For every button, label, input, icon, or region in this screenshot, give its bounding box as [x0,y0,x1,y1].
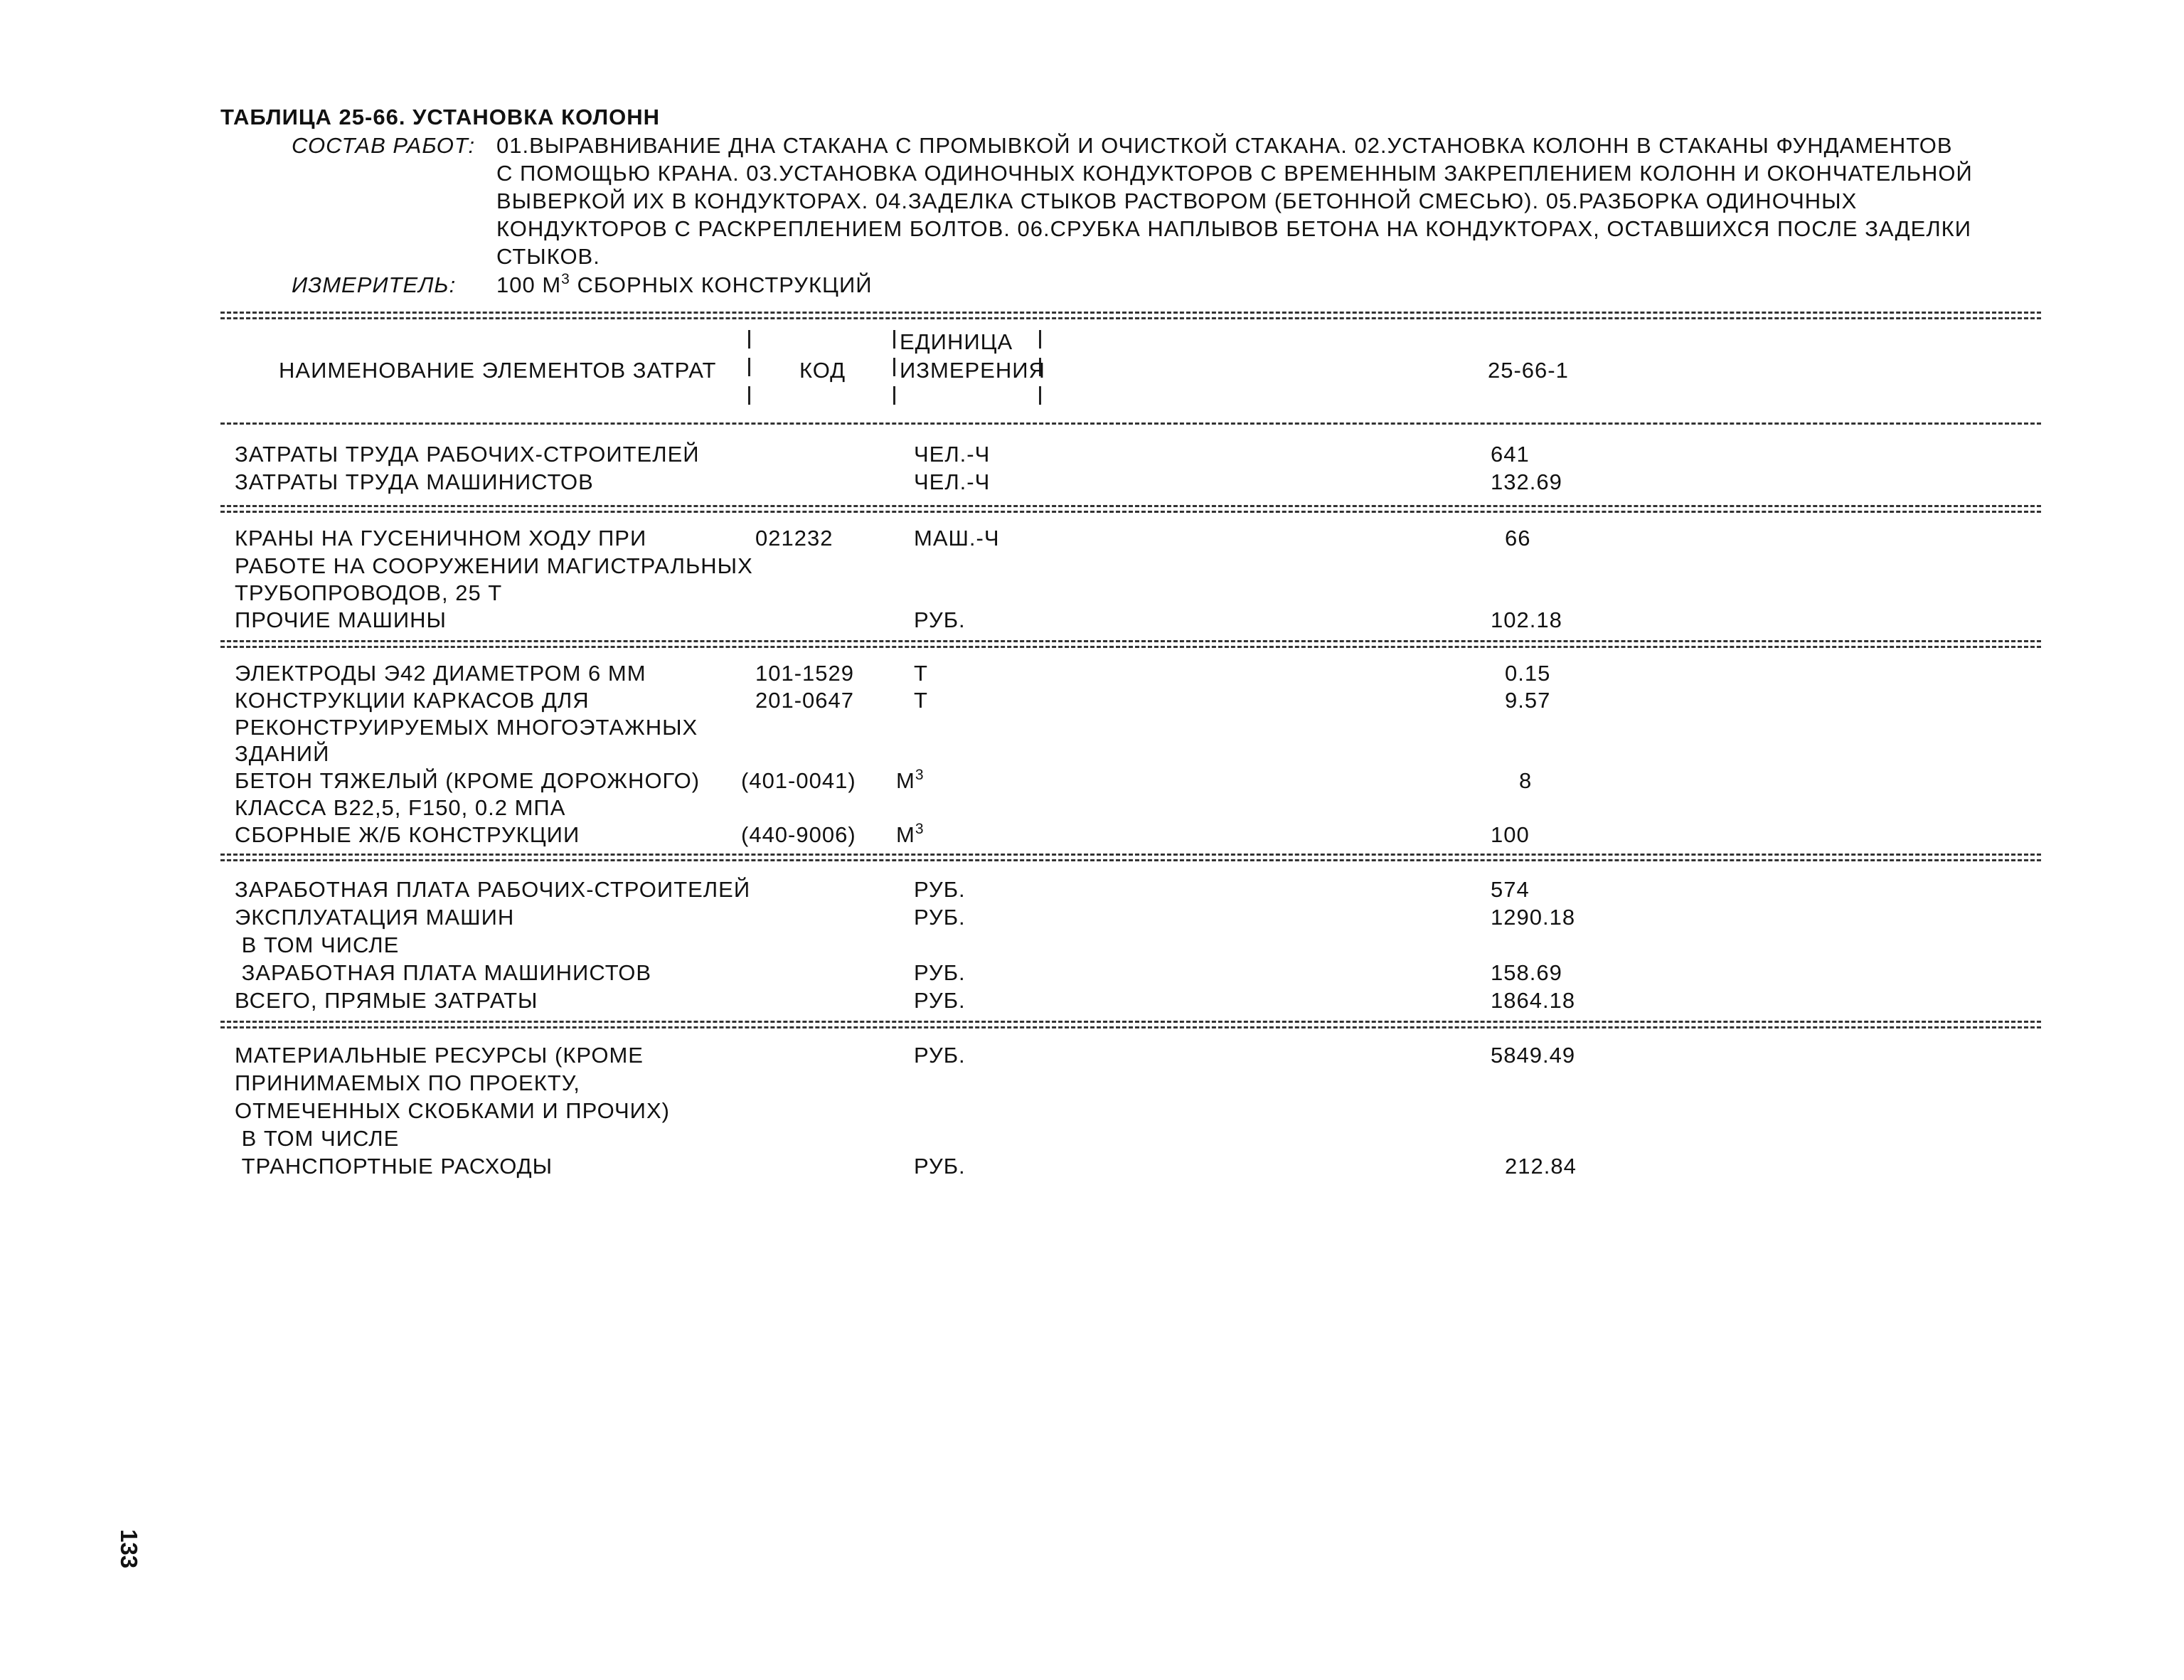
row-name: ЗАРАБОТНАЯ ПЛАТА МАШИНИСТОВ [235,960,652,985]
column-separator [748,386,750,405]
column-header-name: НАИМЕНОВАНИЕ ЭЛЕМЕНТОВ ЗАТРАТ [279,358,717,383]
row-unit: ЧЕЛ.-Ч [914,442,991,467]
row-code: 101-1529 [755,661,855,686]
row-value: 574 [1491,877,1530,902]
row-name: ЗАТРАТЫ ТРУДА РАБОЧИХ-СТРОИТЕЛЕЙ [235,442,700,467]
row-name: РЕКОНСТРУИРУЕМЫХ МНОГОЭТАЖНЫХ [235,715,698,740]
row-name: ПРИНИМАЕМЫХ ПО ПРОЕКТУ, [235,1070,580,1095]
divider-line [220,1026,2041,1028]
row-value: 66 [1505,526,1531,551]
column-separator [893,330,895,349]
row-name: БЕТОН ТЯЖЕЛЫЙ (КРОМЕ ДОРОЖНОГО) [235,768,701,793]
row-value: 5849.49 [1491,1043,1576,1068]
row-name: В ТОМ ЧИСЛЕ [235,1126,400,1151]
row-unit: Т [914,661,928,686]
divider-line [220,422,2041,425]
row-name: МАТЕРИАЛЬНЫЕ РЕСУРСЫ (КРОМЕ [235,1043,644,1068]
divider-line [220,312,2041,314]
column-separator [748,330,750,349]
row-name: ОТМЕЧЕННЫХ СКОБКАМИ И ПРОЧИХ) [235,1098,670,1123]
column-header-code: КОД [799,358,846,383]
row-name: ЗДАНИЙ [235,741,330,766]
row-unit: РУБ. [914,1154,966,1179]
row-value: 641 [1491,442,1530,467]
composition-label: СОСТАВ РАБОТ: [292,133,476,158]
composition-line: С ПОМОЩЬЮ КРАНА. 03.УСТАНОВКА ОДИНОЧНЫХ КОНДУКТОРОВ С ВРЕМЕННЫМ ЗАКРЕПЛЕНИЕМ КОЛОНН И ОКОНЧАТЕЛЬНОЙ [496,161,1973,186]
row-name: ЗАТРАТЫ ТРУДА МАШИНИСТОВ [235,469,594,494]
column-separator [893,386,895,405]
composition-line: СТЫКОВ. [496,244,600,269]
column-header-unit: ИЗМЕРЕНИЯ [900,358,1045,383]
row-name: ЗАРАБОТНАЯ ПЛАТА РАБОЧИХ-СТРОИТЕЛЕЙ [235,877,751,902]
divider-line [220,511,2041,513]
row-name: КОНСТРУКЦИИ КАРКАСОВ ДЛЯ [235,688,590,713]
column-header-value: 25-66-1 [1488,358,1569,383]
composition-line: 01.ВЫРАВНИВАНИЕ ДНА СТАКАНА С ПРОМЫВКОЙ И ОЧИСТКОЙ СТАКАНА. 02.УСТАНОВКА КОЛОНН В СТАКАНЫ ФУНДАМЕНТОВ [496,133,1953,158]
divider-line [220,646,2041,648]
column-separator [748,358,750,376]
divider-line [220,1021,2041,1023]
measure-value: 100 $М^3$ СБОРНЫХ КОНСТРУКЦИЙ [496,271,873,297]
row-unit: Т [914,688,928,713]
row-code: (401-0041) [741,768,856,793]
row-name: КЛАССА В22,5, F150, 0.2 МПА [235,795,566,820]
row-name: РАБОТЕ НА СООРУЖЕНИИ МАГИСТРАЛЬНЫХ [235,553,753,578]
column-separator [893,358,895,376]
page-number: 133 [116,1529,142,1569]
row-name: СБОРНЫЕ Ж/Б КОНСТРУКЦИИ [235,822,580,847]
row-value: 1864.18 [1491,988,1576,1013]
row-value: 100 [1491,822,1530,847]
row-name: ПРОЧИЕ МАШИНЫ [235,607,447,632]
composition-line: КОНДУКТОРОВ С РАСКРЕПЛЕНИЕМ БОЛТОВ. 06.СРУБКА НАПЛЫВОВ БЕТОНА НА КОНДУКТОРАХ, ОСТАВШИХСЯ ПОСЛЕ ЗАДЕЛКИ [496,216,1971,241]
row-name: ВСЕГО, ПРЯМЫЕ ЗАТРАТЫ [235,988,538,1013]
row-unit: РУБ. [914,607,966,632]
measure-label: ИЗМЕРИТЕЛЬ: [292,272,457,297]
row-value: 132.69 [1491,469,1562,494]
divider-line [220,640,2041,642]
row-unit: $М^3$ [896,767,925,793]
row-value: 158.69 [1491,960,1562,985]
column-separator [1039,330,1041,349]
divider-line [220,859,2041,861]
row-name: ЭЛЕКТРОДЫ Э42 ДИАМЕТРОМ 6 ММ [235,661,646,686]
column-separator [1039,386,1041,405]
row-code: 201-0647 [755,688,855,713]
row-name: ТРУБОПРОВОДОВ, 25 Т [235,580,503,605]
row-value: 8 [1519,768,1533,793]
row-unit: РУБ. [914,988,966,1013]
row-name: В ТОМ ЧИСЛЕ [235,932,400,957]
row-name: КРАНЫ НА ГУСЕНИЧНОМ ХОДУ ПРИ [235,526,647,551]
row-code: (440-9006) [741,822,856,847]
row-value: 9.57 [1505,688,1551,713]
divider-line [220,505,2041,507]
row-unit: ЧЕЛ.-Ч [914,469,991,494]
row-value: 212.84 [1505,1154,1577,1179]
row-unit: РУБ. [914,960,966,985]
row-code: 021232 [755,526,833,551]
composition-line: ВЫВЕРКОЙ ИХ В КОНДУКТОРАХ. 04.ЗАДЕЛКА СТЫКОВ РАСТВОРОМ (БЕТОННОЙ СМЕСЬЮ). 05.РАЗБОРКА ОДИНОЧНЫХ [496,188,1858,213]
row-unit: РУБ. [914,1043,966,1068]
divider-line [220,317,2041,319]
row-unit: РУБ. [914,877,966,902]
row-name: ТРАНСПОРТНЫЕ РАСХОДЫ [235,1154,553,1179]
row-unit: $М^3$ [896,821,925,847]
row-value: 1290.18 [1491,905,1576,930]
row-value: 102.18 [1491,607,1562,632]
row-name: ЭКСПЛУАТАЦИЯ МАШИН [235,905,515,930]
divider-line [220,854,2041,856]
table-title: ТАБЛИЦА 25-66. УСТАНОВКА КОЛОНН [220,105,661,129]
row-unit: МАШ.-Ч [914,526,1000,551]
column-header-unit: ЕДИНИЦА [900,329,1013,354]
row-unit: РУБ. [914,905,966,930]
row-value: 0.15 [1505,661,1551,686]
